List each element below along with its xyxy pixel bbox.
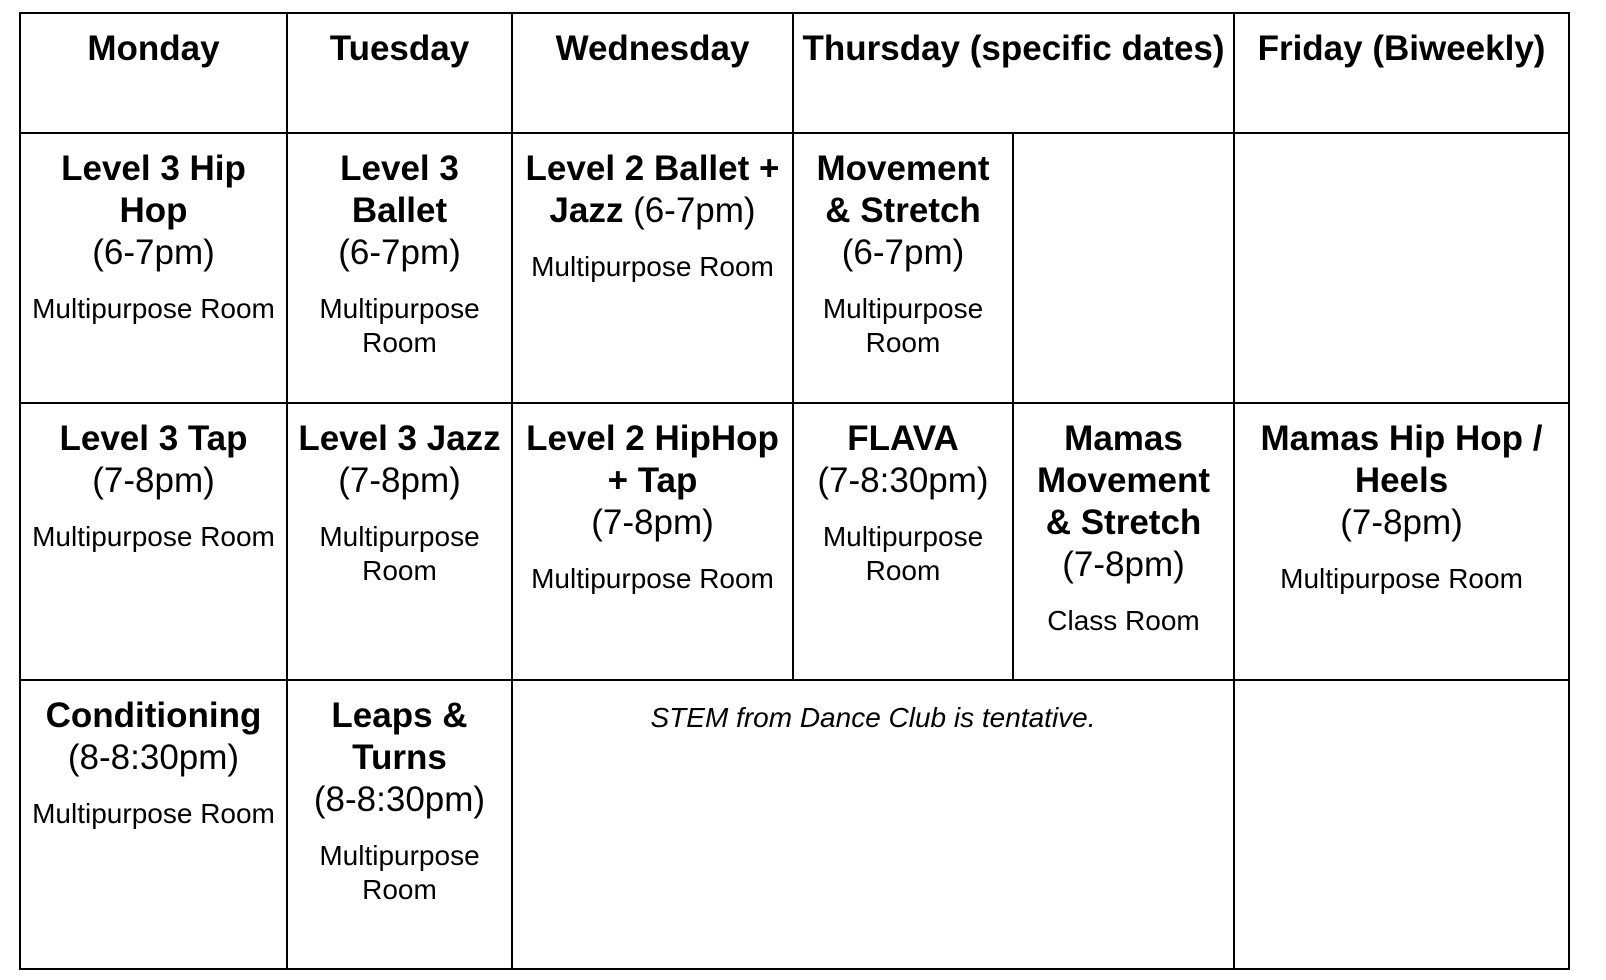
class-room: Multipurpose Room [822, 293, 984, 358]
schedule-row [20, 680, 1569, 969]
header-friday: Friday (Biweekly) [1234, 13, 1569, 133]
class-name: Level 2 Ballet + Jazz [525, 149, 780, 230]
class-cell [287, 680, 512, 969]
class-name: FLAVA [847, 419, 959, 458]
class-time: (6-7pm) [633, 191, 756, 230]
class-title [519, 148, 786, 232]
header-row [20, 13, 1569, 133]
class-cell [1234, 403, 1569, 680]
class-cell [793, 403, 1013, 680]
class-cell [20, 133, 287, 403]
class-title [800, 148, 1006, 274]
class-name: Mamas Hip Hop / Heels [1260, 419, 1543, 500]
class-title [294, 418, 505, 502]
class-cell [287, 403, 512, 680]
class-time: (7-8pm) [591, 503, 714, 542]
class-cell [287, 133, 512, 403]
class-cell [20, 680, 287, 969]
class-title [294, 695, 505, 821]
tentative-note: STEM from Dance Club is tentative. [650, 702, 1096, 733]
empty-cell [1013, 133, 1234, 403]
class-title [27, 418, 280, 502]
header-wednesday: Wednesday [512, 13, 793, 133]
class-title [800, 418, 1006, 502]
class-cell [1013, 403, 1234, 680]
class-room: Multipurpose Room [531, 563, 774, 594]
class-room: Multipurpose Room [319, 293, 480, 358]
class-time: (6-7pm) [92, 233, 215, 272]
class-room: Multipurpose Room [1280, 563, 1523, 594]
class-time: (7-8pm) [338, 461, 461, 500]
class-cell [793, 133, 1013, 403]
schedule-row [20, 133, 1569, 403]
class-room: Multipurpose Room [32, 798, 275, 829]
header-monday: Monday [20, 13, 287, 133]
dance-schedule-table [19, 12, 1570, 970]
class-room: Class Room [1047, 605, 1200, 636]
class-name: Mamas Movement & Stretch [1036, 419, 1211, 542]
class-name: Level 3 Jazz [298, 419, 501, 458]
header-tuesday: Tuesday [287, 13, 512, 133]
class-room: Multipurpose Room [531, 251, 774, 282]
class-time: (6-7pm) [841, 233, 965, 272]
class-cell [20, 403, 287, 680]
empty-cell [1234, 133, 1569, 403]
empty-cell [1234, 680, 1569, 969]
class-room: Multipurpose Room [32, 293, 275, 324]
class-time: (6-7pm) [338, 233, 461, 272]
schedule-row [20, 403, 1569, 680]
class-name: Level 2 HipHop + Tap [526, 419, 779, 500]
class-title [519, 418, 786, 544]
class-name: Level 3 Ballet [340, 149, 459, 230]
class-time: (8-8:30pm) [313, 780, 486, 819]
class-cell [512, 403, 793, 680]
class-time: (8-8:30pm) [67, 738, 240, 777]
class-title [1020, 418, 1227, 586]
class-name: Level 3 Tap [59, 419, 248, 458]
class-room: Multipurpose Room [822, 521, 984, 586]
class-cell [512, 133, 793, 403]
class-time: (7-8pm) [92, 461, 215, 500]
class-title [27, 695, 280, 779]
class-name: Conditioning [45, 696, 262, 735]
class-time: (7-8pm) [1062, 545, 1185, 584]
class-room: Multipurpose Room [32, 521, 275, 552]
class-title [294, 148, 505, 274]
class-name: Level 3 Hip Hop [61, 149, 246, 230]
class-title [1241, 418, 1562, 544]
header-thursday: Thursday (specific dates) [793, 13, 1234, 133]
class-time: (7-8pm) [1340, 503, 1463, 542]
note-cell [512, 680, 1234, 969]
class-name: Leaps & Turns [331, 696, 468, 777]
class-room: Multipurpose Room [319, 521, 480, 586]
class-room: Multipurpose Room [319, 840, 480, 905]
class-title [27, 148, 280, 274]
class-name: Movement & Stretch [816, 149, 990, 230]
class-time: (7-8:30pm) [817, 461, 989, 500]
